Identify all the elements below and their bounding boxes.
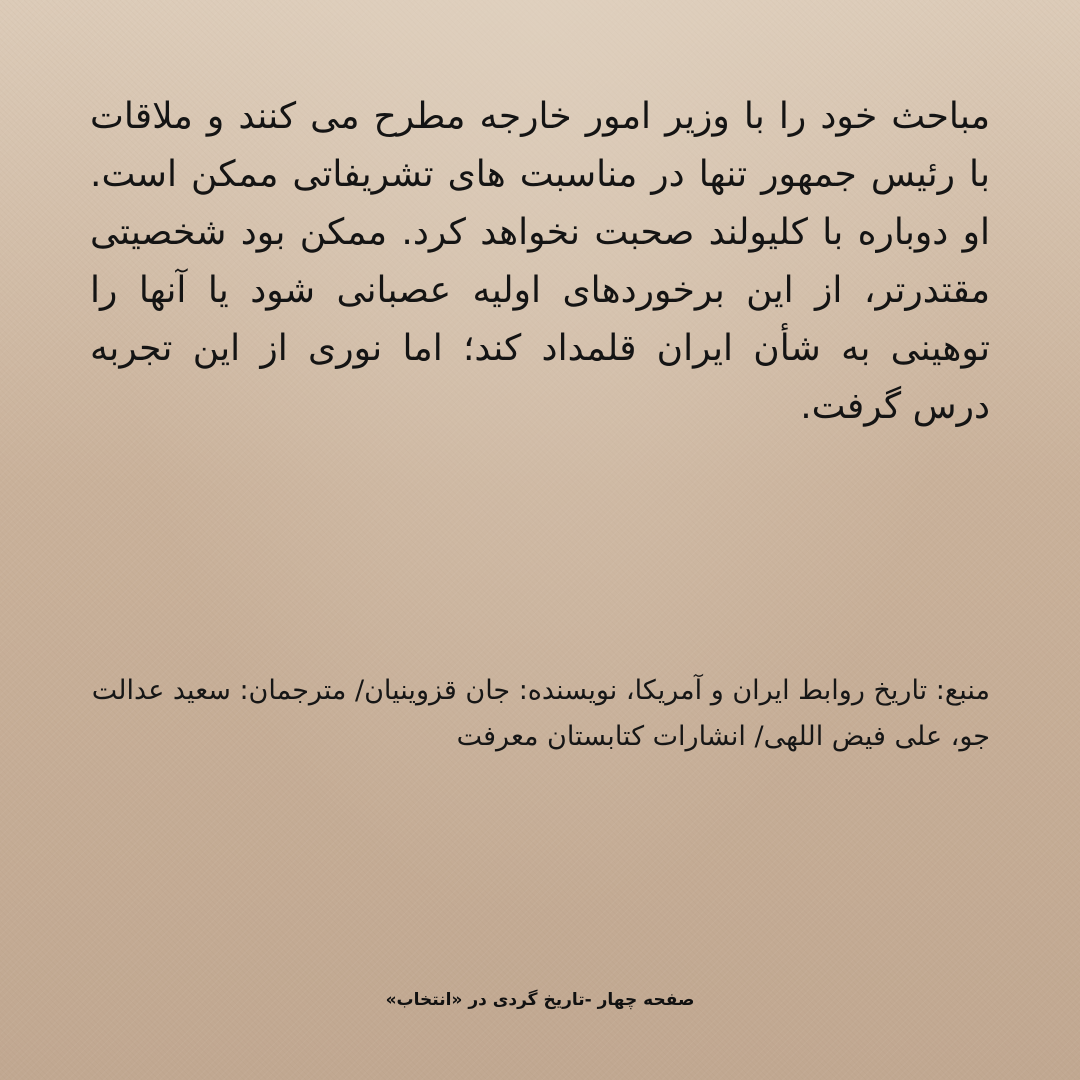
source-citation: منبع: تاریخ روابط ایران و آمریکا، نویسنده: جان قزوینیان/ مترجمان: سعید عدالت جو، علی فیض اللهی/ انشارات کتابستان معرفت <box>91 675 990 752</box>
body-paragraph: مباحث خود را با وزیر امور خارجه مطرح می کنند و ملاقات با رئیس جمهور تنها در مناسبت های تشریفاتی ممکن است. او دوباره با کلیولند صحبت نخواهد کرد. ممکن بود شخصیتی مقتدرتر، از این برخوردهای اولیه عصبانی شود یا آنها را توهینی به شأن ایران قلمداد کند؛ اما نوری از این تجربه درس گرفت. <box>90 96 990 427</box>
footer-caption: صفحه چهار -تاریخ گردی در «انتخاب» <box>385 990 695 1010</box>
